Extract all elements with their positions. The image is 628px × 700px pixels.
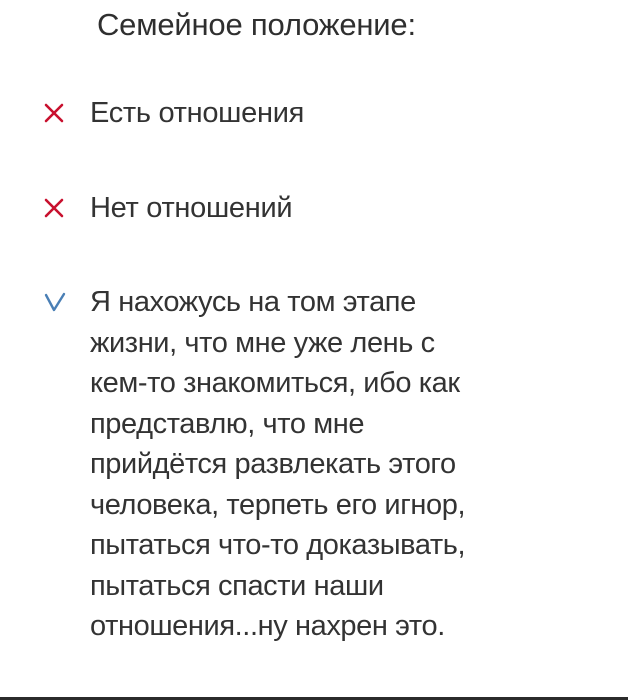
- text-line: жизни, что мне уже лень с: [90, 326, 435, 359]
- text-line: прийдётся развлекать этого: [90, 448, 456, 480]
- text-line: отношения...ну нахрен это.: [90, 610, 445, 642]
- option-label: Есть отношения: [90, 97, 304, 129]
- option-has-relationship: [44, 93, 619, 133]
- option-label: Нет отношений: [90, 192, 293, 224]
- option-no-relationship: [44, 188, 619, 228]
- cross-icon: [44, 93, 90, 133]
- text-line: человека, терпеть его игнор,: [90, 488, 466, 521]
- page-title: Семейное положение:: [97, 7, 416, 42]
- text-line: представлю, что мне: [90, 407, 365, 440]
- text-line: пытаться спасти наши: [90, 569, 384, 602]
- text-line: Я нахожусь на том этапе: [90, 286, 416, 318]
- text-line: пытаться что-то доказывать,: [90, 529, 466, 561]
- option-too-lazy: [44, 282, 619, 647]
- text-line: кем-то знакомиться, ибо как: [90, 367, 460, 399]
- check-icon: [44, 282, 90, 322]
- option-description: [90, 282, 465, 647]
- cross-icon: [44, 188, 90, 228]
